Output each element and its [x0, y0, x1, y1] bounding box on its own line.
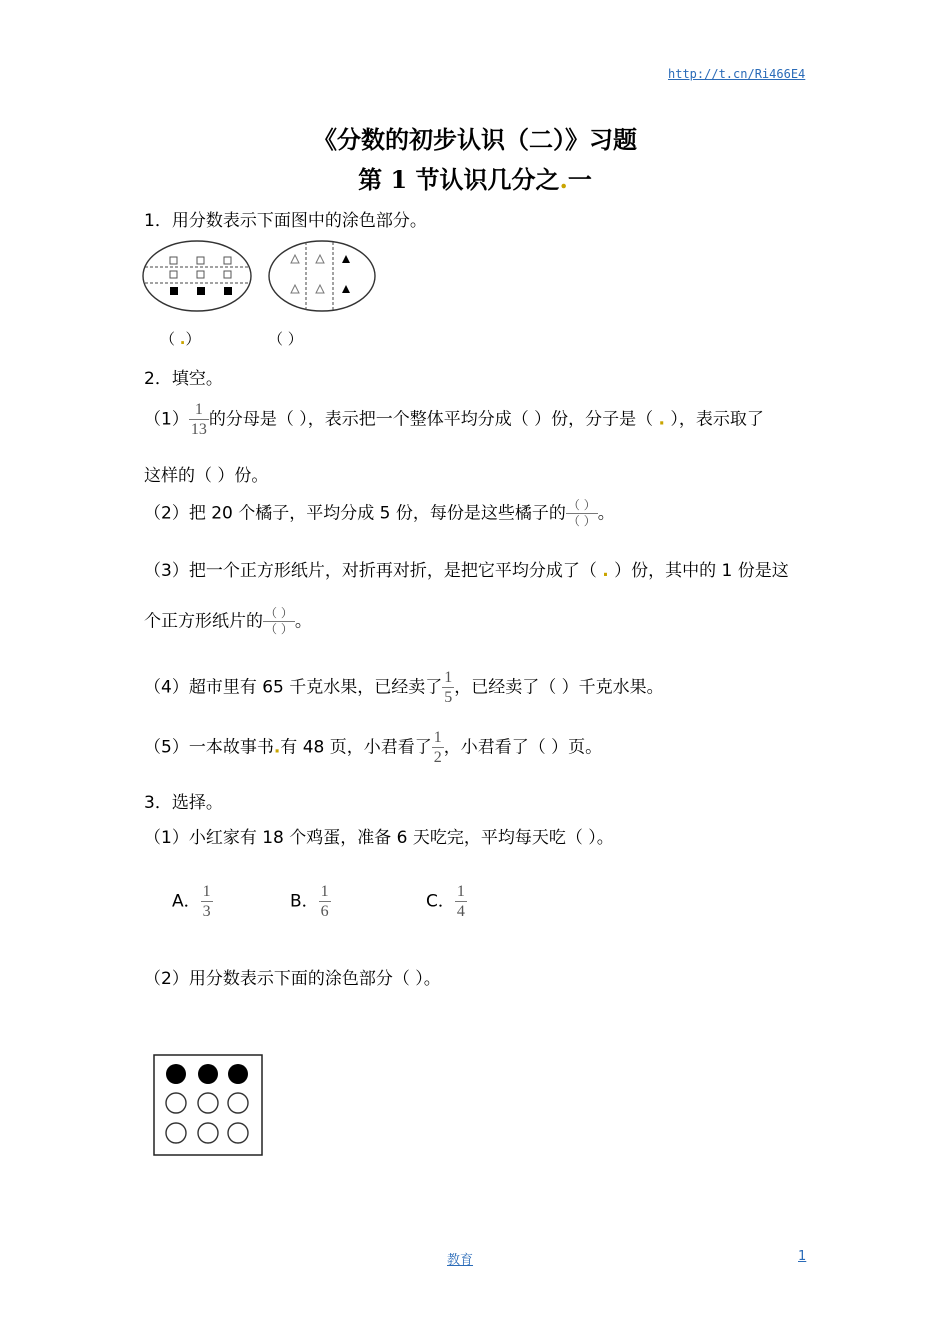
q2-part3-line2: 个正方形纸片的 $\frac{( )}{( )}$ 。: [144, 606, 312, 636]
footer-label[interactable]: 教育: [447, 1253, 474, 1268]
section-title: 第 1 节认识几分之.一: [358, 165, 592, 194]
q3-heading: 3．选择。: [144, 793, 223, 813]
q2-part2: （2）把 20 个橘子，平均分成 5 份，每份是这些橘子的 $\frac{( )}{( )}$ 。: [144, 498, 615, 528]
q1-answer-2[interactable]: （ ）: [268, 330, 303, 348]
fraction-1-13: $\frac{1}{13}$: [190, 401, 207, 438]
q2-part1-line2: 这样的（ ）份。: [144, 466, 269, 486]
q3-option-b[interactable]: B． $\frac{1}{6}$: [290, 883, 329, 920]
q1-figure-squares: [143, 241, 251, 311]
q2-part5: （5）一本故事书.有 48 页，小君看了 $\frac{1}{2}$ ，小君看了（ ）页。: [144, 729, 603, 766]
q3-option-c[interactable]: C． $\frac{1}{4}$: [426, 883, 465, 920]
q2-part3-line1: （3）把一个正方形纸片，对折再对折，是把它平均分成了（ . ）份，其中的 1 份是这: [144, 561, 789, 581]
q2-part1-line1: （1） $\frac{1}{13}$ 的分母是（ ），表示把一个整体平均分成（ ）份，分子是（ . ），表示取了: [144, 401, 764, 438]
fraction-1-2: $\frac{1}{2}$: [433, 729, 442, 766]
page-title: 《分数的初步认识（二）》习题: [313, 125, 637, 154]
q1-figures: [140, 238, 385, 316]
q3-option-a[interactable]: A． $\frac{1}{3}$: [172, 883, 211, 920]
q2-heading: 2．填空。: [144, 369, 223, 389]
page-number: 1: [798, 1249, 807, 1264]
q3-part1: （1）小红家有 18 个鸡蛋，准备 6 天吃完，平均每天吃（ ）。: [144, 828, 614, 848]
header-link[interactable]: http://t.cn/Ri466E4: [668, 67, 806, 81]
fraction-1-5: $\frac{1}{5}$: [444, 669, 453, 706]
fraction-blank[interactable]: $\frac{( )}{( )}$: [567, 498, 596, 528]
q3-circles-figure: [153, 1054, 265, 1157]
q1-heading: 1．用分数表示下面图中的涂色部分。: [144, 211, 427, 231]
q1-figure-triangles: [269, 241, 375, 311]
q3-part2: （2）用分数表示下面的涂色部分（ ）。: [144, 969, 441, 989]
fraction-blank[interactable]: $\frac{( )}{( )}$: [265, 606, 293, 636]
q2-part4: （4）超市里有 65 千克水果，已经卖了 $\frac{1}{5}$ ，已经卖了（ ）千克水果。: [144, 669, 664, 706]
q1-answer-1[interactable]: （ .）: [160, 330, 201, 348]
